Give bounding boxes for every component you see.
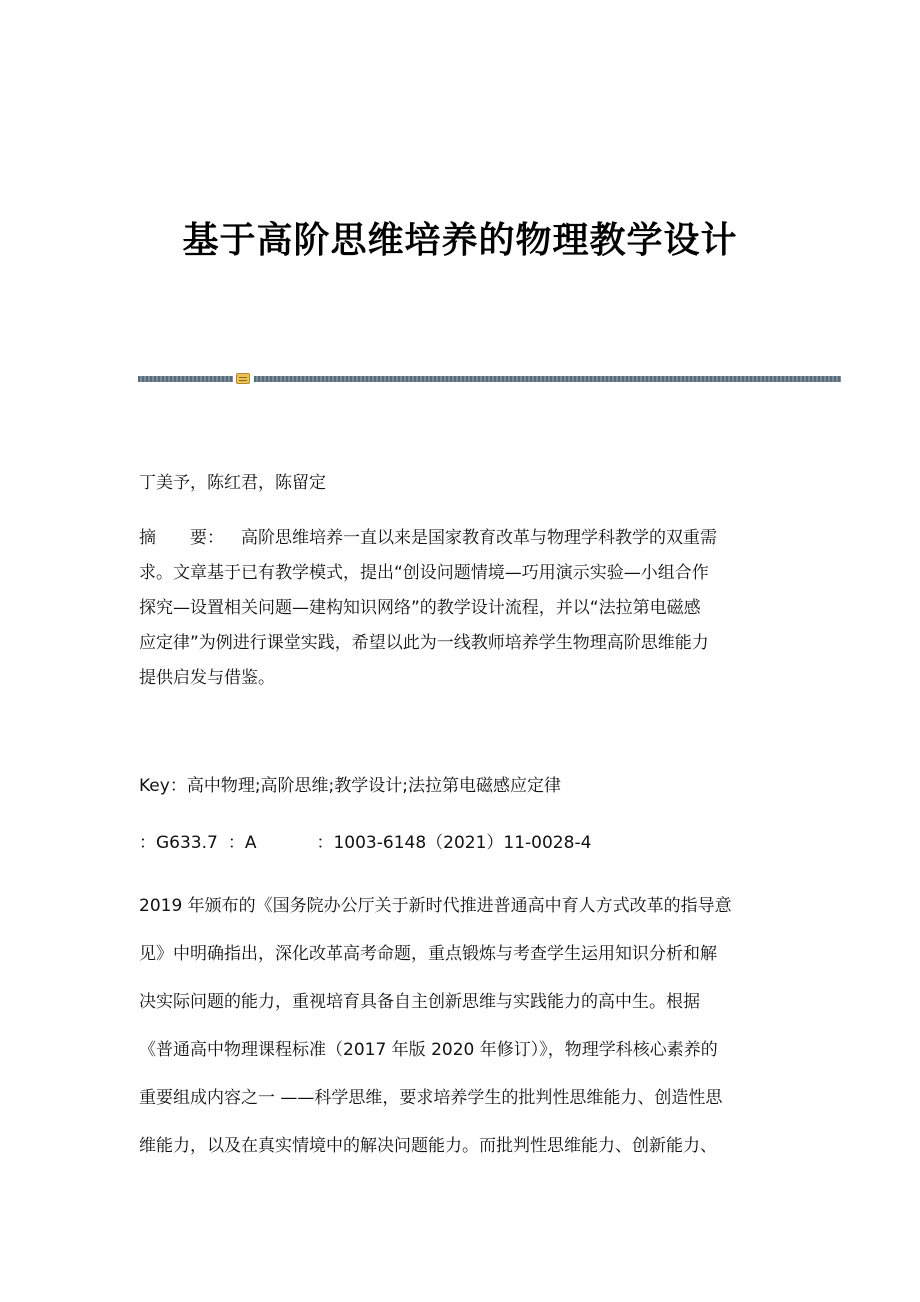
abstract: [139, 521, 789, 696]
paper-title: 基于高阶思维培养的物理教学设计: [182, 219, 738, 261]
abstract-line: [139, 521, 789, 556]
title-divider: [138, 373, 841, 385]
body-line: 决实际问题的能力，重视培育具备自主创新思维与实践能力的高中生。根据: [139, 992, 700, 1012]
abstract-line: 提供启发与借鉴。: [139, 668, 275, 688]
body-line: 2019 年颁布的《国务院办公厅关于新时代推进普通高中育人方式改革的指导意: [139, 896, 732, 916]
body-paragraph: [139, 882, 789, 1170]
divider-ornament-icon: [236, 373, 250, 384]
abstract-line-text: 高阶思维培养一直以来是国家教育改革与物理学科教学的双重需: [241, 528, 717, 548]
keywords: Key：高中物理;高阶思维;教学设计;法拉第电磁感应定律: [139, 776, 562, 796]
author-list: 丁美予，陈红君，陈留定: [139, 473, 326, 493]
clc-number: ：G633.7: [139, 833, 218, 853]
classification-info: [139, 826, 789, 861]
abstract-line: 应定律”为例进行课堂实践，希望以此为一线教师培养学生物理高阶思维能力: [139, 633, 709, 653]
divider-bar-right: [254, 376, 841, 382]
abstract-line: 探究—设置相关问题—建构知识网络”的教学设计流程，并以“法拉第电磁感: [139, 598, 701, 618]
body-line: 见》中明确指出，深化改革高考命题，重点锻炼与考查学生运用知识分析和解: [139, 944, 717, 964]
abstract-line: 求。文章基于已有教学模式，提出“创设问题情境—巧用演示实验—小组合作: [139, 563, 709, 583]
document-code: ：A: [227, 833, 257, 853]
abstract-label: 摘 要：: [139, 528, 224, 548]
body-line: 维能力，以及在真实情境中的解决问题能力。而批判性思维能力、创新能力、: [139, 1136, 717, 1156]
article-id: ：1003-6148（2021）11-0028-4: [316, 833, 592, 853]
divider-bar-left: [138, 376, 233, 382]
body-line: 重要组成内容之一 ——科学思维，要求培养学生的批判性思维能力、创造性思: [139, 1088, 723, 1108]
body-line: 《普通高中物理课程标准（2017 年版 2020 年修订）》，物理学科核心素养的: [139, 1040, 718, 1060]
